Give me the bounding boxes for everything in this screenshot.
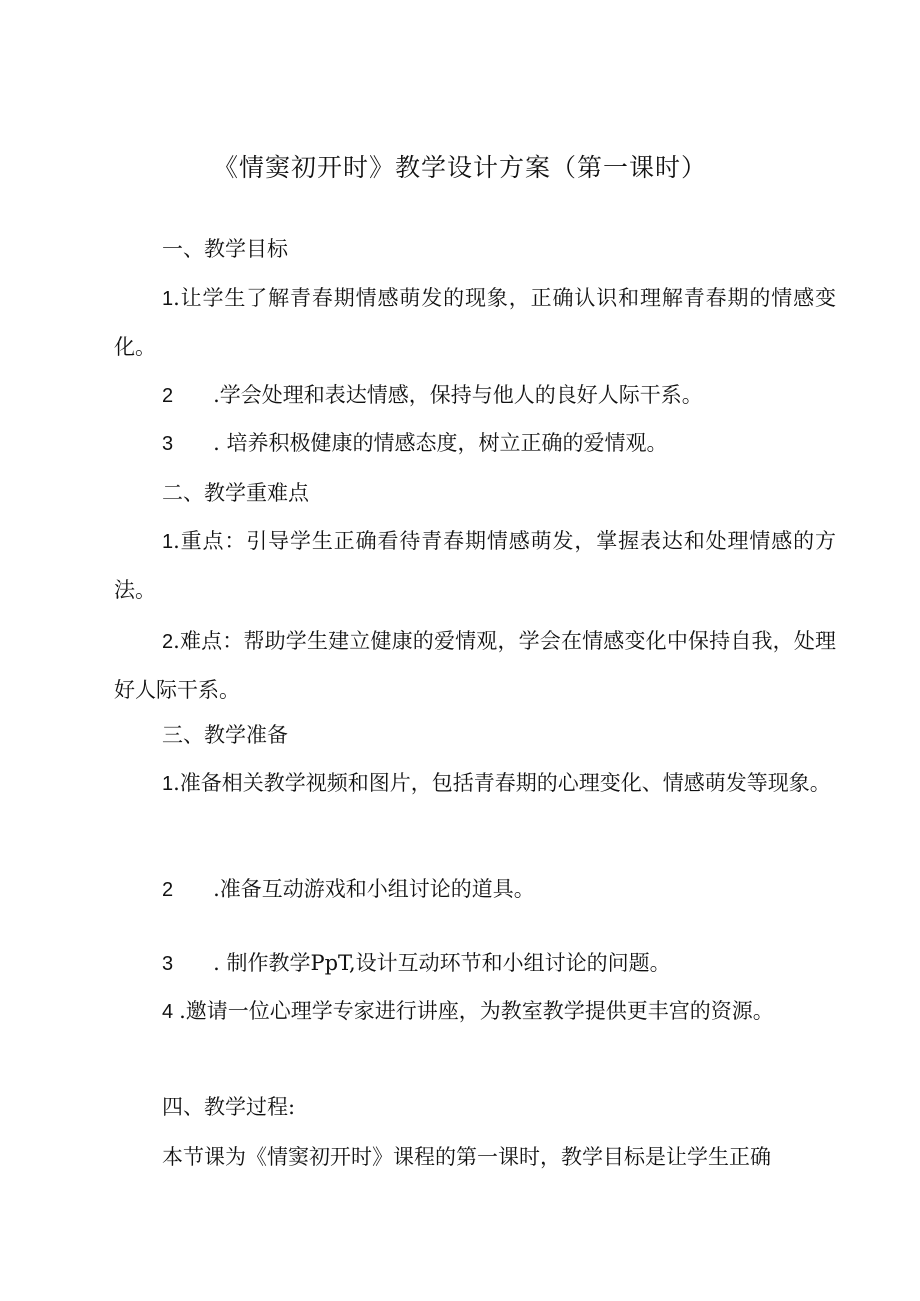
item-number: 2 [162, 385, 174, 407]
item-text: .准备相关教学视频和图片，包括青春期的心理变化、情感萌发等现象。 [173, 771, 831, 795]
section-heading-process: 四、教学过程: [162, 1095, 296, 1119]
process-paragraph: 本节课为《情窦初开时》课程的第一课时，教学目标是让学生正确 [162, 1145, 771, 1169]
item-text: .学会处理和表达情感，保持与他人的良好人际干系。 [213, 383, 703, 407]
item-text: .难点：帮助学生建立健康的爱情观，学会在情感变化中保持自我，处理好人际干系。 [114, 629, 836, 702]
preparation-item-3 [162, 948, 671, 979]
item-text: .邀请一位心理学专家进行讲座，为教室教学提供更丰宫的资源。 [179, 999, 774, 1023]
section-heading-preparation: 三、教学准备 [162, 723, 288, 747]
item-number: 1 [162, 288, 174, 310]
item-text: . 培养积极健康的情感态度，树立正确的爱情观。 [213, 431, 668, 455]
key-point-item-2 [114, 617, 836, 714]
item-number: 1 [162, 531, 174, 553]
item-number: 3 [162, 433, 174, 455]
item-number: 2 [162, 879, 174, 901]
item-text: . 制作教学PpT,设计互动环节和小组讨论的问题。 [213, 951, 671, 975]
item-text: .准备互动游戏和小组讨论的道具。 [213, 877, 535, 901]
section-heading-objectives: 一、教学目标 [162, 237, 288, 261]
item-number: 3 [162, 953, 174, 975]
document-title: 《情窦初开时》教学设计方案（第一课时） [212, 153, 707, 182]
item-number: 1 [162, 773, 174, 795]
key-point-item-1 [114, 517, 836, 614]
item-text: .让学生了解青春期情感萌发的现象，正确认识和理解青春期的情感变化。 [114, 286, 836, 359]
section-heading-key-points: 二、教学重难点 [162, 481, 309, 505]
objective-item-2 [162, 380, 703, 411]
item-text: .重点：引导学生正确看待青春期情感萌发，掌握表达和处理情感的方法。 [114, 529, 836, 602]
preparation-item-2 [162, 874, 535, 905]
objective-item-1 [114, 274, 836, 371]
item-number: 2 [162, 631, 174, 653]
preparation-item-4 [162, 996, 774, 1027]
item-number: 4 [162, 1001, 174, 1023]
objective-item-3 [162, 428, 667, 459]
preparation-item-1 [114, 759, 836, 808]
